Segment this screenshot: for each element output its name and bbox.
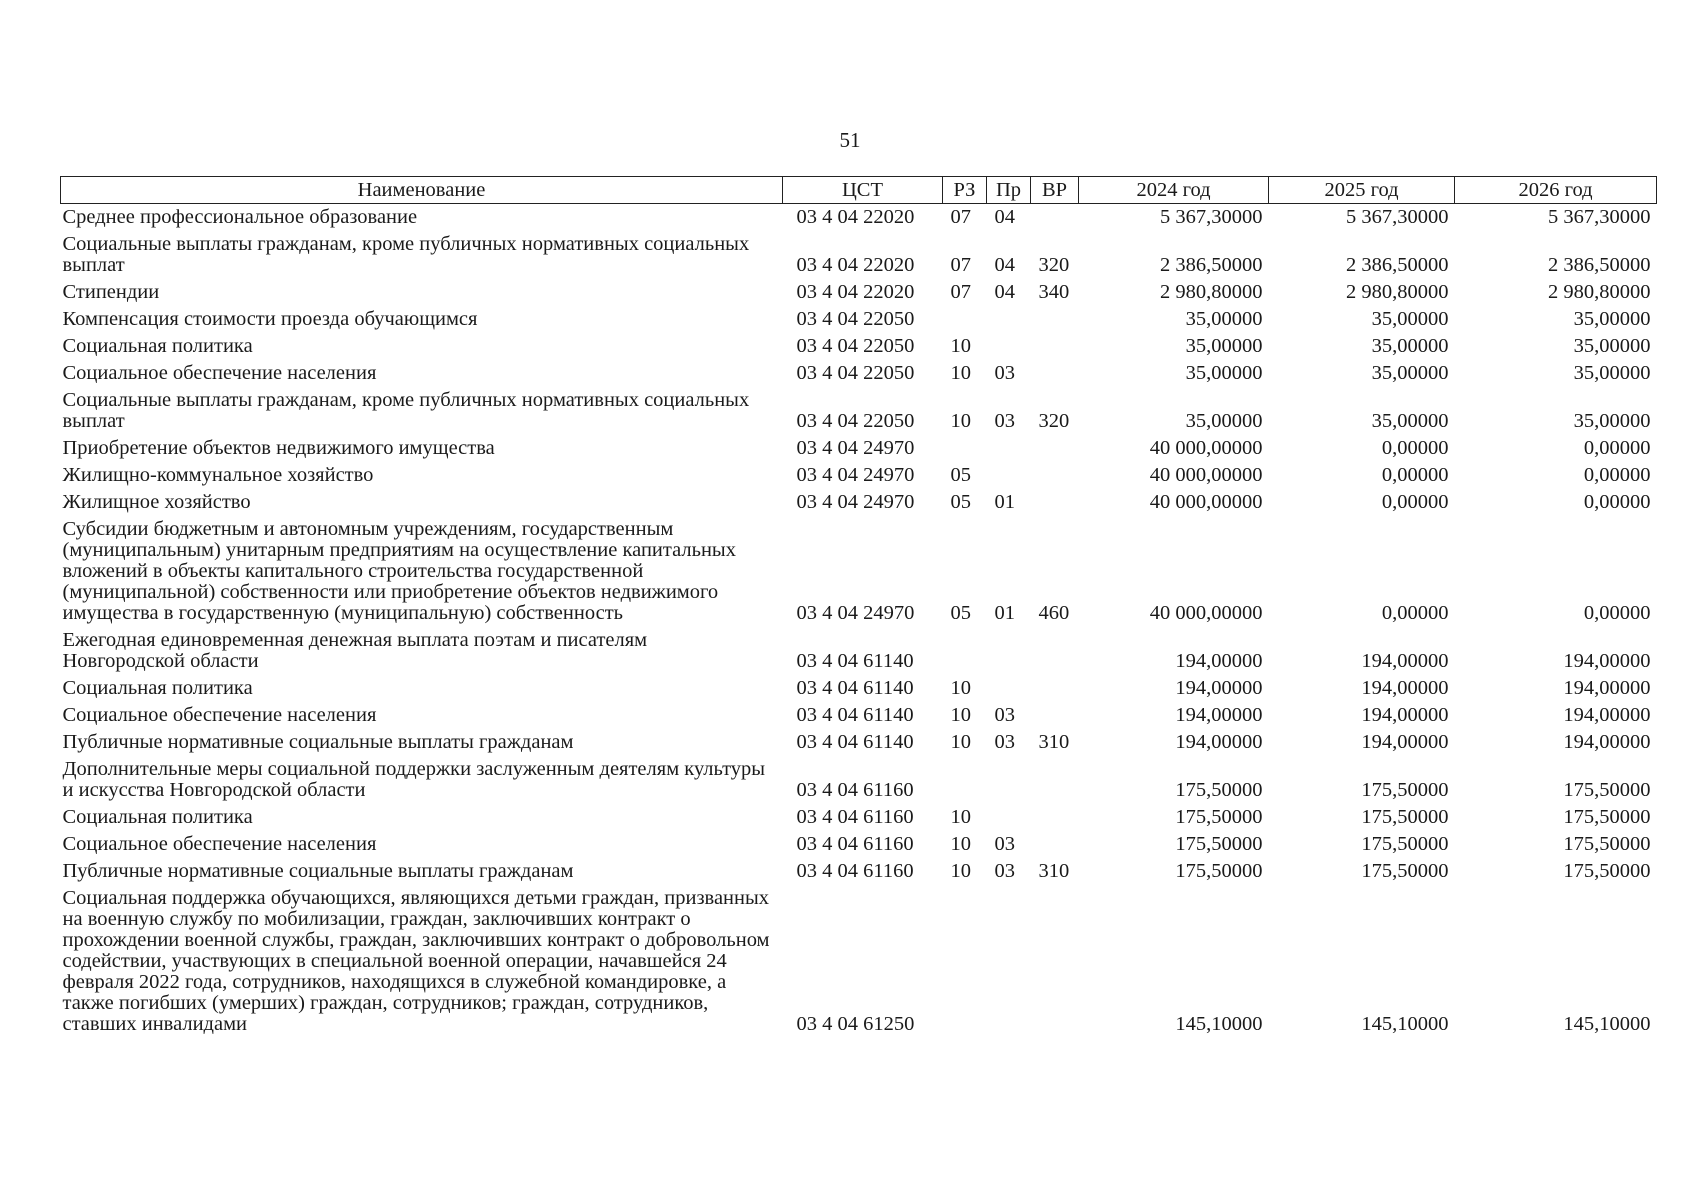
cell-cst: 03 4 04 22020 bbox=[796, 281, 915, 303]
cell-pr: 03 bbox=[994, 833, 1015, 855]
cell-vr bbox=[1031, 804, 1079, 831]
cell-pr: 03 bbox=[994, 362, 1015, 384]
cell-name: Приобретение объектов недвижимого имущества bbox=[62, 437, 495, 459]
table-row bbox=[61, 885, 1657, 1038]
cell-vr: 320 bbox=[1038, 254, 1070, 276]
cell-cst: 03 4 04 61140 bbox=[796, 704, 914, 726]
cell-vr bbox=[1031, 333, 1079, 360]
table-row bbox=[61, 231, 1657, 279]
cell-rz: 10 bbox=[950, 335, 971, 357]
cell-y2025: 175,50000 bbox=[1361, 833, 1449, 855]
cell-name: Публичные нормативные социальные выплаты гражданам bbox=[62, 731, 574, 753]
cell-cst: 03 4 04 61160 bbox=[796, 833, 914, 855]
cell-cst: 03 4 04 22020 bbox=[796, 254, 915, 276]
cell-y2025: 175,50000 bbox=[1361, 860, 1449, 882]
cell-y2026: 194,00000 bbox=[1563, 704, 1651, 726]
cell-pr: 04 bbox=[994, 281, 1015, 303]
cell-y2026: 175,50000 bbox=[1563, 779, 1651, 801]
cell-vr bbox=[1031, 306, 1079, 333]
cell-y2024: 175,50000 bbox=[1175, 806, 1263, 828]
cell-vr bbox=[1031, 702, 1079, 729]
cell-y2024: 194,00000 bbox=[1175, 677, 1263, 699]
header-2026: 2026 год bbox=[1455, 177, 1657, 204]
cell-name: Дополнительные меры социальной поддержки заслуженным деятелям культуры и искусства Новгородской области bbox=[62, 758, 766, 801]
cell-name: Социальные выплаты гражданам, кроме публичных нормативных социальных выплат bbox=[62, 233, 750, 276]
cell-pr bbox=[987, 462, 1031, 489]
cell-y2024: 2 980,80000 bbox=[1160, 281, 1263, 303]
cell-y2026: 194,00000 bbox=[1563, 731, 1651, 753]
cell-rz: 10 bbox=[950, 833, 971, 855]
cell-rz: 10 bbox=[950, 677, 971, 699]
cell-pr bbox=[987, 804, 1031, 831]
cell-y2024: 145,10000 bbox=[1175, 1013, 1263, 1035]
cell-cst: 03 4 04 61160 bbox=[796, 779, 914, 801]
cell-y2025: 0,00000 bbox=[1381, 602, 1449, 624]
cell-rz bbox=[943, 756, 987, 804]
cell-rz: 05 bbox=[950, 491, 971, 513]
cell-pr bbox=[987, 756, 1031, 804]
table-header-row bbox=[61, 177, 1657, 204]
cell-pr: 04 bbox=[994, 254, 1015, 276]
cell-y2026: 35,00000 bbox=[1573, 335, 1651, 357]
cell-rz bbox=[943, 885, 987, 1038]
cell-pr bbox=[987, 885, 1031, 1038]
cell-pr: 01 bbox=[994, 491, 1015, 513]
cell-vr: 310 bbox=[1038, 731, 1070, 753]
cell-y2025: 0,00000 bbox=[1381, 464, 1449, 486]
cell-cst: 03 4 04 61140 bbox=[796, 731, 914, 753]
cell-vr bbox=[1031, 756, 1079, 804]
cell-pr bbox=[987, 435, 1031, 462]
cell-y2026: 35,00000 bbox=[1573, 410, 1651, 432]
cell-y2025: 35,00000 bbox=[1371, 410, 1449, 432]
cell-pr: 01 bbox=[994, 602, 1015, 624]
cell-rz: 07 bbox=[950, 254, 971, 276]
cell-y2025: 194,00000 bbox=[1361, 704, 1449, 726]
cell-cst: 03 4 04 22050 bbox=[796, 362, 915, 384]
cell-name: Ежегодная единовременная денежная выплата поэтам и писателям Новгородской области bbox=[62, 629, 648, 672]
cell-pr bbox=[987, 627, 1031, 675]
cell-y2025: 2 980,80000 bbox=[1346, 281, 1449, 303]
cell-y2024: 35,00000 bbox=[1185, 362, 1263, 384]
cell-rz: 10 bbox=[950, 410, 971, 432]
cell-pr bbox=[987, 333, 1031, 360]
table-row bbox=[61, 306, 1657, 333]
cell-rz: 10 bbox=[950, 362, 971, 384]
cell-name: Жилищное хозяйство bbox=[62, 491, 251, 513]
cell-vr bbox=[1031, 675, 1079, 702]
cell-y2025: 194,00000 bbox=[1361, 650, 1449, 672]
header-name: Наименование bbox=[61, 177, 783, 204]
table-body bbox=[61, 204, 1657, 1039]
cell-y2026: 194,00000 bbox=[1563, 650, 1651, 672]
cell-y2026: 2 980,80000 bbox=[1548, 281, 1651, 303]
table-row bbox=[61, 702, 1657, 729]
cell-y2024: 40 000,00000 bbox=[1149, 464, 1263, 486]
cell-name: Среднее профессиональное образование bbox=[62, 206, 418, 228]
cell-vr bbox=[1031, 360, 1079, 387]
table-row bbox=[61, 462, 1657, 489]
cell-y2024: 175,50000 bbox=[1175, 860, 1263, 882]
cell-pr: 03 bbox=[994, 860, 1015, 882]
cell-y2026: 5 367,30000 bbox=[1548, 206, 1651, 228]
cell-rz: 07 bbox=[950, 281, 971, 303]
cell-vr bbox=[1031, 204, 1079, 232]
cell-cst: 03 4 04 61250 bbox=[796, 1013, 915, 1035]
cell-y2024: 175,50000 bbox=[1175, 779, 1263, 801]
cell-cst: 03 4 04 22050 bbox=[796, 308, 915, 330]
cell-y2024: 194,00000 bbox=[1175, 650, 1263, 672]
cell-name: Социальные выплаты гражданам, кроме публичных нормативных социальных выплат bbox=[62, 389, 750, 432]
cell-y2024: 2 386,50000 bbox=[1160, 254, 1263, 276]
cell-y2026: 194,00000 bbox=[1563, 677, 1651, 699]
cell-y2025: 2 386,50000 bbox=[1346, 254, 1449, 276]
cell-pr bbox=[987, 306, 1031, 333]
cell-vr bbox=[1031, 462, 1079, 489]
cell-cst: 03 4 04 61160 bbox=[796, 860, 914, 882]
cell-pr: 04 bbox=[994, 206, 1015, 228]
cell-rz bbox=[943, 627, 987, 675]
header-pr: Пр bbox=[987, 177, 1031, 204]
cell-cst: 03 4 04 22050 bbox=[796, 335, 915, 357]
header-2024: 2024 год bbox=[1079, 177, 1269, 204]
cell-name: Компенсация стоимости проезда обучающимся bbox=[62, 308, 478, 330]
cell-y2024: 35,00000 bbox=[1185, 410, 1263, 432]
header-vr: ВР bbox=[1031, 177, 1079, 204]
cell-y2026: 2 386,50000 bbox=[1548, 254, 1651, 276]
cell-rz: 05 bbox=[950, 602, 971, 624]
page-number: 51 bbox=[839, 128, 861, 152]
cell-y2026: 0,00000 bbox=[1583, 602, 1651, 624]
cell-rz: 10 bbox=[950, 806, 971, 828]
cell-y2026: 175,50000 bbox=[1563, 806, 1651, 828]
cell-pr: 03 bbox=[994, 704, 1015, 726]
header-cst: ЦСТ bbox=[783, 177, 943, 204]
table-row bbox=[61, 729, 1657, 756]
table-row bbox=[61, 279, 1657, 306]
cell-pr bbox=[987, 675, 1031, 702]
cell-y2024: 40 000,00000 bbox=[1149, 437, 1263, 459]
table-row bbox=[61, 489, 1657, 516]
cell-cst: 03 4 04 24970 bbox=[796, 491, 915, 513]
table-row bbox=[61, 204, 1657, 232]
header-rz: РЗ bbox=[943, 177, 987, 204]
cell-vr bbox=[1031, 627, 1079, 675]
table-row bbox=[61, 675, 1657, 702]
cell-name: Социальное обеспечение населения bbox=[62, 833, 377, 855]
table-row bbox=[61, 858, 1657, 885]
cell-cst: 03 4 04 61160 bbox=[796, 806, 914, 828]
cell-y2024: 35,00000 bbox=[1185, 335, 1263, 357]
cell-y2025: 35,00000 bbox=[1371, 362, 1449, 384]
cell-rz: 10 bbox=[950, 731, 971, 753]
table-row bbox=[61, 831, 1657, 858]
cell-y2025: 0,00000 bbox=[1381, 491, 1449, 513]
cell-rz bbox=[943, 435, 987, 462]
cell-vr: 310 bbox=[1038, 860, 1070, 882]
cell-cst: 03 4 04 22020 bbox=[796, 206, 915, 228]
table-row bbox=[61, 627, 1657, 675]
cell-rz: 10 bbox=[950, 704, 971, 726]
cell-y2026: 175,50000 bbox=[1563, 833, 1651, 855]
cell-vr bbox=[1031, 831, 1079, 858]
cell-cst: 03 4 04 22050 bbox=[796, 410, 915, 432]
cell-pr: 03 bbox=[994, 731, 1015, 753]
table-row bbox=[61, 756, 1657, 804]
cell-y2026: 0,00000 bbox=[1583, 437, 1651, 459]
cell-name: Социальное обеспечение населения bbox=[62, 704, 377, 726]
cell-y2025: 194,00000 bbox=[1361, 731, 1449, 753]
table-row bbox=[61, 516, 1657, 627]
table-row bbox=[61, 360, 1657, 387]
cell-rz: 07 bbox=[950, 206, 971, 228]
cell-y2026: 145,10000 bbox=[1563, 1013, 1651, 1035]
cell-vr bbox=[1031, 435, 1079, 462]
cell-rz: 10 bbox=[950, 860, 971, 882]
cell-y2026: 175,50000 bbox=[1563, 860, 1651, 882]
cell-y2025: 35,00000 bbox=[1371, 308, 1449, 330]
cell-rz: 05 bbox=[950, 464, 971, 486]
cell-cst: 03 4 04 24970 bbox=[796, 437, 915, 459]
cell-y2025: 0,00000 bbox=[1381, 437, 1449, 459]
cell-y2024: 40 000,00000 bbox=[1149, 602, 1263, 624]
cell-name: Социальная поддержка обучающихся, являющихся детьми граждан, призванных на военную службу по мобилизации, граждан, заключивших контракт о прохождении военной службы, граждан, заключивших контракт о добровольном содействии, участвующих в специальной военной операции, начавшейся 24 февраля 2022 года, сотрудников, находящихся в служебной командировке, а также погибших (умерших) граждан, сотрудников; граждан, сотрудников, ставших инвалидами bbox=[62, 887, 770, 1035]
budget-table bbox=[60, 176, 1657, 1038]
cell-y2024: 175,50000 bbox=[1175, 833, 1263, 855]
cell-y2026: 0,00000 bbox=[1583, 464, 1651, 486]
cell-cst: 03 4 04 61140 bbox=[796, 677, 914, 699]
cell-vr bbox=[1031, 489, 1079, 516]
cell-y2024: 194,00000 bbox=[1175, 731, 1263, 753]
table-row bbox=[61, 435, 1657, 462]
cell-rz bbox=[943, 306, 987, 333]
cell-name: Жилищно-коммунальное хозяйство bbox=[62, 464, 374, 486]
cell-name: Субсидии бюджетным и автономным учреждениям, государственным (муниципальным) унитарным предприятиям на осуществление капитальных вложений в объекты капитального строительства государственной (муниципальной) собственности или приобретение объектов недвижимого имущества в государственную (муниципальную) собственность bbox=[62, 518, 736, 624]
cell-y2025: 145,10000 bbox=[1361, 1013, 1449, 1035]
cell-cst: 03 4 04 24970 bbox=[796, 602, 915, 624]
cell-y2025: 194,00000 bbox=[1361, 677, 1449, 699]
cell-y2026: 35,00000 bbox=[1573, 362, 1651, 384]
cell-cst: 03 4 04 61140 bbox=[796, 650, 914, 672]
cell-name: Публичные нормативные социальные выплаты гражданам bbox=[62, 860, 574, 882]
cell-pr: 03 bbox=[994, 410, 1015, 432]
table-row bbox=[61, 804, 1657, 831]
cell-name: Социальная политика bbox=[62, 677, 253, 699]
header-2025: 2025 год bbox=[1269, 177, 1455, 204]
cell-name: Социальная политика bbox=[62, 335, 253, 357]
cell-name: Стипендии bbox=[62, 281, 160, 303]
cell-y2025: 175,50000 bbox=[1361, 806, 1449, 828]
cell-vr: 320 bbox=[1038, 410, 1070, 432]
table-row bbox=[61, 333, 1657, 360]
cell-name: Социальное обеспечение населения bbox=[62, 362, 377, 384]
cell-y2025: 35,00000 bbox=[1371, 335, 1449, 357]
cell-y2024: 194,00000 bbox=[1175, 704, 1263, 726]
cell-y2025: 5 367,30000 bbox=[1346, 206, 1449, 228]
cell-y2024: 40 000,00000 bbox=[1149, 491, 1263, 513]
cell-y2024: 35,00000 bbox=[1185, 308, 1263, 330]
cell-y2025: 175,50000 bbox=[1361, 779, 1449, 801]
cell-y2026: 35,00000 bbox=[1573, 308, 1651, 330]
cell-vr bbox=[1031, 885, 1079, 1038]
cell-cst: 03 4 04 24970 bbox=[796, 464, 915, 486]
cell-y2024: 5 367,30000 bbox=[1160, 206, 1263, 228]
cell-vr: 340 bbox=[1038, 281, 1070, 303]
cell-vr: 460 bbox=[1038, 602, 1070, 624]
table-row bbox=[61, 387, 1657, 435]
cell-y2026: 0,00000 bbox=[1583, 491, 1651, 513]
cell-name: Социальная политика bbox=[62, 806, 253, 828]
